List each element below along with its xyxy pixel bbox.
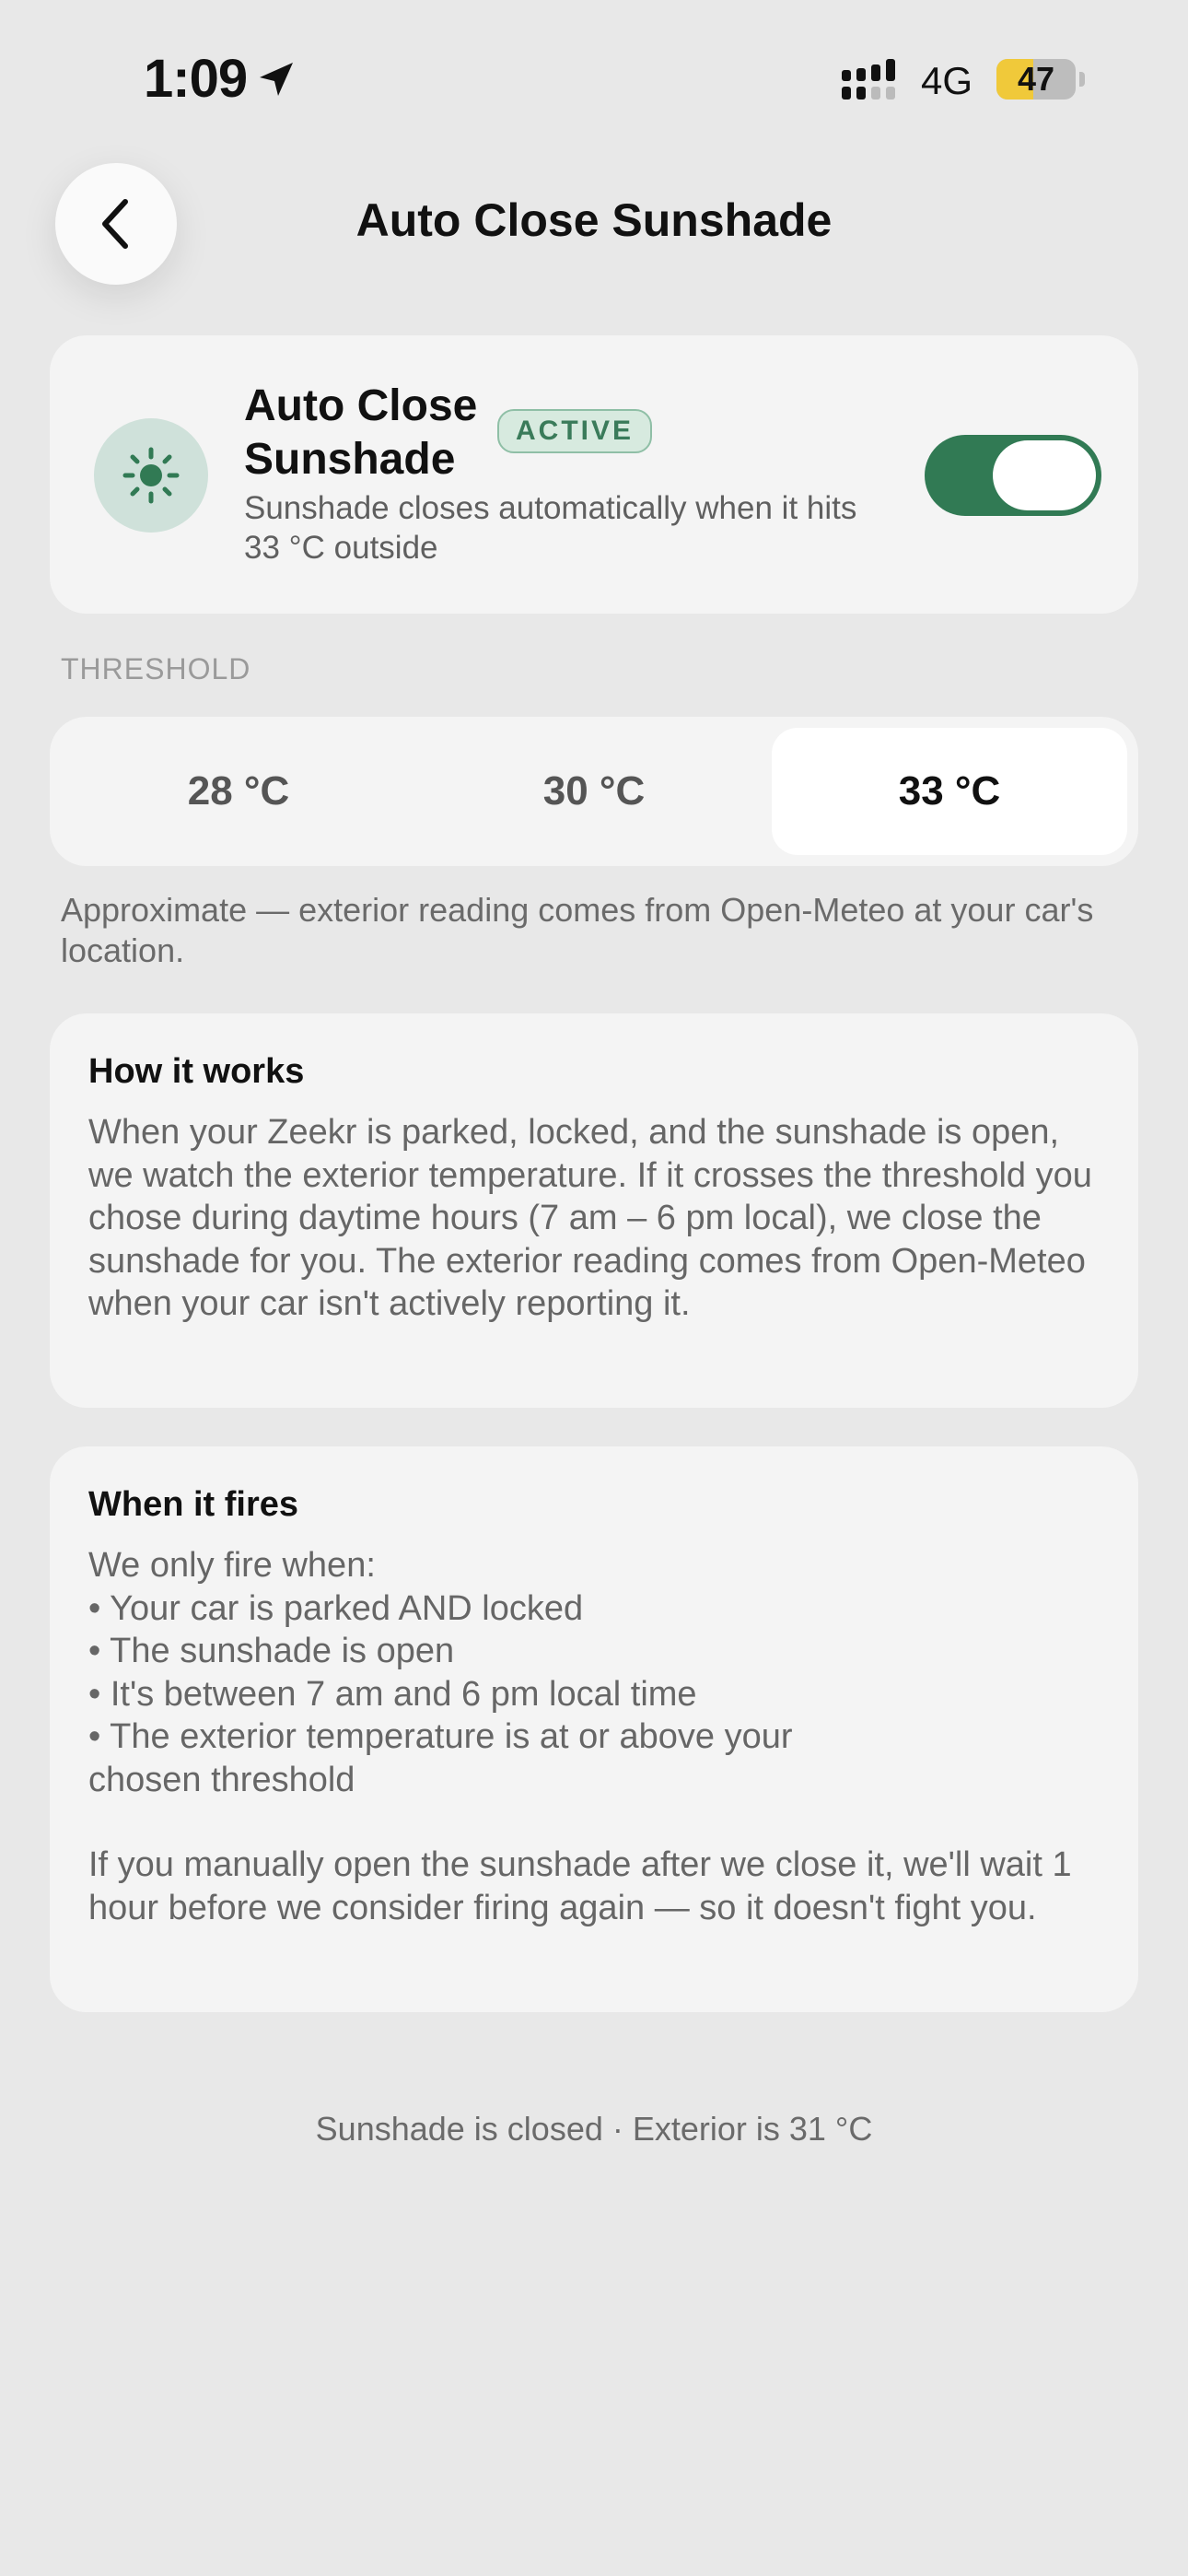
- when-it-fires-footnote: If you manually open the sunshade after we close it, we'll wait 1 hour before we consider firing again — so it doesn't fight you.: [88, 1845, 1072, 1927]
- when-it-fires-title: When it fires: [88, 1485, 299, 1524]
- toggle-knob: [993, 440, 1096, 510]
- when-it-fires-body: [88, 1544, 1111, 1929]
- threshold-note: Approximate — exterior reading comes from Open-Meteo at your car's location.: [61, 891, 1094, 969]
- signal-icon: [840, 59, 904, 101]
- how-it-works-body: When your Zeekr is parked, locked, and the sunshade is open, we watch the exterior temperature. If it crosses the threshold you chose during daytime hours (7 am – 6 pm local), we close the sunshade for you. The exterior reading comes from Open-Meteo when your car isn't actively reporting it.: [88, 1113, 1092, 1323]
- when-it-fires-intro: We only fire when:: [88, 1546, 376, 1585]
- status-badge: ACTIVE: [497, 409, 652, 453]
- threshold-section-label: THRESHOLD: [61, 652, 251, 685]
- auto-close-toggle[interactable]: [925, 435, 1101, 516]
- how-it-works-card: [50, 1013, 1138, 1408]
- condition-item: • The exterior temperature is at or above your chosen threshold: [88, 1717, 793, 1799]
- sunshade-status-text: Sunshade is closed · Exterior is 31 °C: [315, 2110, 873, 2148]
- network-label: 4G: [921, 59, 973, 102]
- status-time: 1:09: [144, 49, 248, 109]
- threshold-option-30[interactable]: 30 °C: [542, 768, 646, 814]
- when-it-fires-card: [50, 1446, 1138, 2012]
- sun-badge: [94, 418, 208, 533]
- how-it-works-title: How it works: [88, 1052, 305, 1091]
- location-arrow-icon: [254, 57, 298, 101]
- sun-icon: [122, 446, 181, 505]
- threshold-option-28[interactable]: 28 °C: [187, 768, 290, 814]
- status-bar: [0, 0, 1188, 157]
- battery-level: 47: [1017, 60, 1055, 98]
- feature-description: Sunshade closes automatically when it hits 33 °C outside: [244, 490, 857, 566]
- condition-item: • Your car is parked AND locked: [88, 1588, 584, 1628]
- feature-card: [50, 335, 1138, 614]
- condition-item: • It's between 7 am and 6 pm local time: [88, 1674, 697, 1714]
- condition-item: • The sunshade is open: [88, 1632, 455, 1670]
- battery-icon: [996, 59, 1079, 100]
- page-title: Auto Close Sunshade: [355, 194, 833, 246]
- feature-title: Auto Close Sunshade: [244, 381, 478, 484]
- threshold-segmented-control: [50, 717, 1138, 866]
- threshold-option-33[interactable]: 33 °C: [772, 728, 1127, 855]
